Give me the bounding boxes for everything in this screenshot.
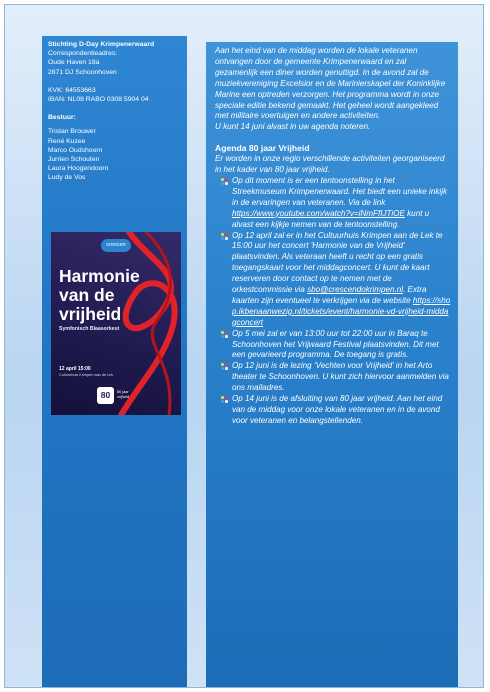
colorful-bullet-icon (221, 396, 228, 403)
agenda-heading: Agenda 80 jaar Vrijheid (215, 143, 310, 154)
kvk-number: KVK: 64553663 (48, 86, 96, 94)
board-member: Jurrien Schouten (48, 156, 100, 164)
colorful-bullet-icon (221, 331, 228, 338)
agenda-item-text: Op 12 juni is de lezing ‘Vechten voor Vrijheid’ in het Arto theater te Schoonhoven. U kunt zich hiervoor aanmelden via ons mailadres. (232, 361, 449, 393)
concert-poster (51, 232, 181, 415)
address-street: Oude Haven 18a (48, 59, 100, 67)
agenda-item (232, 176, 451, 231)
colorful-bullet-icon (221, 178, 228, 185)
agenda-item-text: Op dit moment is er een tentoonstelling in het Streekmuseum Krimpenerwaard. Het biedt een unieke inkijk in de ervaringen van veteranen. Via de link (232, 175, 448, 207)
board-member: Ludy de Vos (48, 174, 86, 182)
board-member: René Kuzee (48, 137, 86, 145)
agenda-item-text: kunt u alvast een kijkje nemen van de tentoonstelling. (232, 208, 430, 229)
poster-title (59, 267, 179, 324)
youtube-link[interactable]: https://www.youtube.com/watch?v=iNmFfIJTiOE (232, 208, 405, 218)
agenda-item-text: Op 5 mei zal er van 13:00 uur tot 22:00 uur in Baraq te Schoonhoven het Vrijwaard Festival plaatsvinden. Dit met een gevarieerd programma. De toegang is gratis. (232, 328, 439, 360)
agenda-item (232, 394, 451, 427)
agenda-item-text: . Extra kaarten zijn eventueel te verkrijgen via de website (232, 285, 427, 305)
address-label: Correspondentieadres: (48, 50, 118, 58)
iban-number: IBAN: NL08 RABO 0308 5904 04 (48, 96, 149, 104)
agenda-note: U kunt 14 juni alvast in uw agenda noteren. (215, 122, 371, 132)
poster-title-line: vrijheid (59, 304, 122, 324)
sidebar-column (42, 36, 187, 687)
agenda-item (232, 329, 451, 362)
logo-text-line: vrijheid (117, 395, 130, 399)
logo-text-line: 80 jaar (117, 390, 129, 394)
ticket-shop-link[interactable]: https://shop.ikbenaanwezig.nl/tickets/event/harmonie-vd-vrijheid-middagconcert (232, 295, 451, 327)
board-member: Tristan Brouwer (48, 128, 96, 136)
address-city: 2871 DJ Schoonhoven (48, 68, 117, 76)
board-label: Bestuur: (48, 114, 76, 122)
eighty-years-logo: 80 (97, 387, 114, 404)
agenda-item-text: Op 12 april zal er in het Cultuurhuis Krimpen aan de Lek te 15:00 uur het concert 'Harmonie van de Vrijheid' plaatsvinden. Als veteraan heeft u recht op een gratis toegangskaart voor het middagconcert. U kunt de kaart reserveren door contact op te nemen met de orkestcommissie via (232, 230, 443, 295)
organisation-details (48, 40, 184, 183)
main-content (215, 46, 451, 427)
agenda-item-text: Op 14 juni is de afsluiting van 80 jaar vrijheid. Aan het eind van de middag voor onze lokale veteranen en in de avond voor veteranen en belangstellenden. (232, 394, 443, 425)
agenda-list (215, 176, 451, 427)
colorful-bullet-icon (221, 233, 228, 240)
agenda-item (232, 361, 451, 394)
crescendo-badge: crescen (101, 239, 131, 252)
colorful-bullet-icon (221, 363, 228, 370)
eighty-years-logo-text (117, 390, 129, 400)
intro-paragraph: Aan het eind van de middag worden de lokale veteranen ontvangen door de gemeente Krimpenerwaard en zal gezamenlijk een diner worden genuttigd. In de avond zal de muziekvereniging Excelsior en de Marinierskapel der Koninklijke Marine een optreden verzorgen. Het programma wordt in onze speciale editie bekend gemaakt. Het geheel wordt aangekleed met militaire voertuigen en andere activiteiten. (215, 46, 446, 121)
poster-title-line: van de (59, 285, 115, 305)
poster-title-line: Harmonie (59, 266, 140, 286)
board-member: Laura Hoogendoorn (48, 165, 109, 173)
poster-subtitle: Symfonisch Blaasorkest (59, 326, 120, 332)
poster-date: 12 april 15:00 (59, 366, 91, 372)
agenda-item (232, 231, 451, 329)
agenda-intro: Er worden in onze regio verschillende activiteiten georganiseerd in het kader van 80 jaar vrijheid. (215, 154, 445, 175)
board-member: Marco Oudshoorn (48, 146, 103, 154)
main-column (206, 42, 458, 687)
poster-venue: Cultuurhuis Krimpen aan de Lek (59, 373, 114, 377)
email-link[interactable]: sbo@crescendokrimpen.nl (307, 285, 404, 295)
organisation-name: Stichting D-Day Krimpenerwaard (48, 41, 155, 48)
newsletter-page (4, 4, 484, 688)
